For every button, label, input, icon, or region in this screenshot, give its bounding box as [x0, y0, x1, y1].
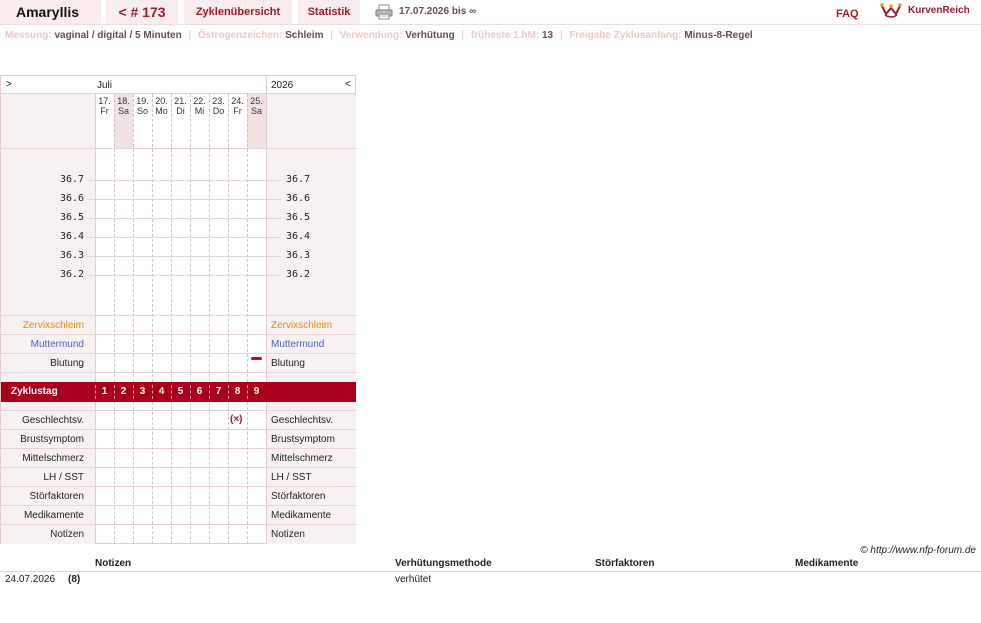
tab-statistics[interactable]: Statistik: [298, 0, 360, 24]
temperature-tick-right: 36.6: [286, 193, 311, 204]
day-weekday-label: So: [136, 106, 148, 116]
row-label-right-intercourse: Geschlechtsv.: [271, 415, 334, 426]
day-column-line: [171, 94, 172, 382]
day-weekday-label: Sa: [250, 106, 262, 116]
day-column-line: [190, 94, 191, 382]
cervix-mucus-label-right: Zervixschleim: [271, 320, 333, 331]
release-label: Freigabe Zyklusanfang:: [569, 30, 682, 41]
cycle-day-number[interactable]: 1: [101, 386, 108, 397]
day-date-label: 21.: [174, 96, 187, 106]
cycle-day-separator: [95, 385, 96, 399]
day-weekday-label: Do: [212, 106, 225, 116]
release-value: Minus-8-Regel: [684, 30, 753, 41]
estrogen-label: Östrogenzeichen:: [197, 30, 283, 41]
previous-month-arrow[interactable]: <: [345, 79, 351, 90]
cycle-day-separator: [133, 385, 134, 399]
cycle-day-number[interactable]: 8: [234, 386, 241, 397]
temperature-tick-left: 36.5: [60, 212, 85, 223]
day-weekday-label: Mo: [155, 106, 168, 116]
day-column-line: [228, 402, 229, 544]
measurement-label: Messung:: [5, 30, 52, 41]
day-weekday-label: Di: [176, 106, 185, 116]
cycle-day-number[interactable]: 7: [215, 386, 222, 397]
divider: [1, 315, 356, 316]
divider: [1, 353, 356, 354]
day-weekday-label: Fr: [100, 106, 109, 116]
cycle-day-number[interactable]: 2: [120, 386, 127, 397]
divider: [1, 372, 356, 373]
next-month-arrow[interactable]: >: [6, 79, 12, 90]
day-date-label: 23.: [212, 96, 225, 106]
separator: |: [559, 30, 563, 41]
cycle-day-separator: [114, 385, 115, 399]
temperature-tick-left: 36.3: [60, 250, 85, 261]
cycle-day-separator: [228, 385, 229, 399]
day-column-line: [152, 402, 153, 544]
previous-cycle-button[interactable]: < # 173: [106, 0, 178, 24]
tab-cycle-overview[interactable]: Zyklenübersicht: [184, 0, 292, 24]
day-column-line: [228, 94, 229, 382]
cycle-day-separator: [190, 385, 191, 399]
day-column-line: [95, 94, 96, 382]
copyright-note: © http://www.nfp-forum.de: [860, 545, 976, 556]
separator: |: [330, 30, 333, 41]
day-column-line: [95, 402, 96, 544]
faq-link[interactable]: FAQ: [836, 8, 859, 20]
day-column-line: [209, 94, 210, 382]
temperature-gridline: [87, 180, 281, 181]
divider: [1, 505, 356, 506]
temperature-gridline: [87, 199, 281, 200]
day-column-line: [133, 402, 134, 544]
cycle-date-range: 17.07.2026 bis ∞: [399, 6, 477, 17]
day-date-label: 20.: [155, 96, 168, 106]
day-date-label: 17.: [98, 96, 111, 106]
temperature-tick-left: 36.4: [60, 231, 85, 242]
bleeding-label-left: Blutung: [50, 358, 84, 369]
separator: |: [461, 30, 465, 41]
usage-label: Verwendung:: [339, 30, 403, 41]
divider: [1, 448, 356, 449]
printer-icon[interactable]: [375, 4, 393, 20]
cycle-day-separator: [171, 385, 172, 399]
day-column-line: [266, 94, 267, 382]
kurvenreich-logo-icon[interactable]: [880, 1, 902, 19]
divider: [1, 524, 356, 525]
cycle-day-separator: [152, 385, 153, 399]
cervix-label-left: Muttermund: [30, 339, 84, 350]
day-column-line: [209, 402, 210, 544]
divider: [1, 334, 356, 335]
divider: [1, 148, 356, 149]
day-column-line: [114, 402, 115, 544]
cycle-day-separator: [209, 385, 210, 399]
medication-column-header: Medikamente: [795, 558, 859, 569]
cycle-day-row: [1, 382, 356, 402]
day-column-line: [247, 402, 248, 544]
bleeding-mark[interactable]: [251, 357, 262, 360]
divider: [266, 76, 267, 94]
day-column-line: [152, 94, 153, 382]
day-column-line: [247, 94, 248, 382]
cycle-day-label: Zyklustag: [11, 386, 58, 397]
day-date-label: 19.: [136, 96, 149, 106]
bleeding-label-right: Blutung: [271, 358, 305, 369]
earliest-label: früheste 1.hM:: [470, 30, 540, 41]
day-column-line: [133, 94, 134, 382]
day-weekday-label: Fr: [233, 106, 242, 116]
divider: [0, 571, 981, 572]
cycle-day-number[interactable]: 9: [253, 386, 260, 397]
row-label-left-notes: Notizen: [50, 529, 84, 540]
temperature-gridline: [87, 237, 281, 238]
row-label-left-lh: LH / SST: [43, 472, 84, 483]
temperature-tick-right: 36.4: [286, 231, 311, 242]
usage-value: Verhütung: [405, 30, 455, 41]
day-column-line: [190, 402, 191, 544]
cervix-label-right: Muttermund: [271, 339, 325, 350]
intercourse-mark[interactable]: (×): [230, 414, 243, 425]
row-label-left-disturbances: Störfaktoren: [29, 491, 84, 502]
day-weekday-label: Sa: [117, 106, 129, 116]
temperature-tick-right: 36.5: [286, 212, 311, 223]
logo-text[interactable]: KurvenReich: [908, 5, 970, 16]
divider: [1, 410, 356, 411]
temperature-tick-right: 36.2: [286, 269, 311, 280]
cervix-mucus-label-left: Zervixschleim: [22, 320, 84, 331]
chart-name-tab[interactable]: Amaryllis: [0, 0, 101, 24]
row-label-right-lh: LH / SST: [271, 472, 312, 483]
day-weekday-label: Mi: [194, 106, 205, 116]
estrogen-value: Schleim: [285, 30, 324, 41]
note-method: verhütet: [395, 574, 432, 585]
temperature-tick-left: 36.7: [60, 174, 85, 185]
disturbances-column-header: Störfaktoren: [595, 558, 655, 569]
temperature-tick-right: 36.7: [286, 174, 311, 185]
chart-settings-line: [5, 30, 753, 41]
day-column-line: [171, 402, 172, 544]
note-date: 24.07.2026: [5, 574, 56, 585]
temperature-tick-right: 36.3: [286, 250, 311, 261]
month-label: Juli: [97, 80, 113, 91]
row-label-left-mittelschmerz: Mittelschmerz: [22, 453, 84, 464]
row-label-left-breast: Brustsymptom: [20, 434, 84, 445]
temperature-tick-left: 36.6: [60, 193, 85, 204]
day-date-label: 18.: [117, 96, 130, 106]
day-date-label: 22.: [193, 96, 206, 106]
divider: [1, 467, 356, 468]
row-label-right-disturbances: Störfaktoren: [271, 491, 326, 502]
temperature-gridline: [87, 256, 281, 257]
measurement-value: vaginal / digital / 5 Minuten: [54, 30, 182, 41]
separator: |: [188, 30, 192, 41]
row-label-right-mittelschmerz: Mittelschmerz: [271, 453, 333, 464]
row-label-left-intercourse: Geschlechtsv.: [21, 415, 84, 426]
day-column-line: [114, 94, 115, 382]
row-label-left-medication: Medikamente: [23, 510, 84, 521]
row-label-right-notes: Notizen: [271, 529, 305, 540]
row-label-right-medication: Medikamente: [271, 510, 332, 521]
top-navigation: [0, 0, 981, 25]
cycle-day-number[interactable]: 5: [177, 386, 184, 397]
temperature-tick-left: 36.2: [60, 269, 85, 280]
day-date-label: 25.: [250, 96, 263, 106]
day-date-label: 24.: [231, 96, 244, 106]
cycle-chart: [0, 75, 356, 544]
year-label: 2026: [271, 80, 294, 91]
temperature-gridline: [87, 275, 281, 276]
cycle-day-number[interactable]: 3: [139, 386, 146, 397]
divider: [1, 93, 356, 94]
day-column-line: [266, 402, 267, 544]
note-cycle-day: (8): [68, 574, 81, 585]
cycle-day-number[interactable]: 6: [196, 386, 203, 397]
divider: [1, 429, 356, 430]
divider: [1, 486, 356, 487]
method-column-header: Verhütungsmethode: [395, 558, 492, 569]
temperature-gridline: [87, 218, 281, 219]
cycle-day-number[interactable]: 4: [158, 386, 165, 397]
row-label-right-breast: Brustsymptom: [271, 434, 335, 445]
cycle-day-separator: [247, 385, 248, 399]
earliest-value: 13: [541, 30, 554, 41]
notes-column-header: Notizen: [95, 558, 132, 569]
